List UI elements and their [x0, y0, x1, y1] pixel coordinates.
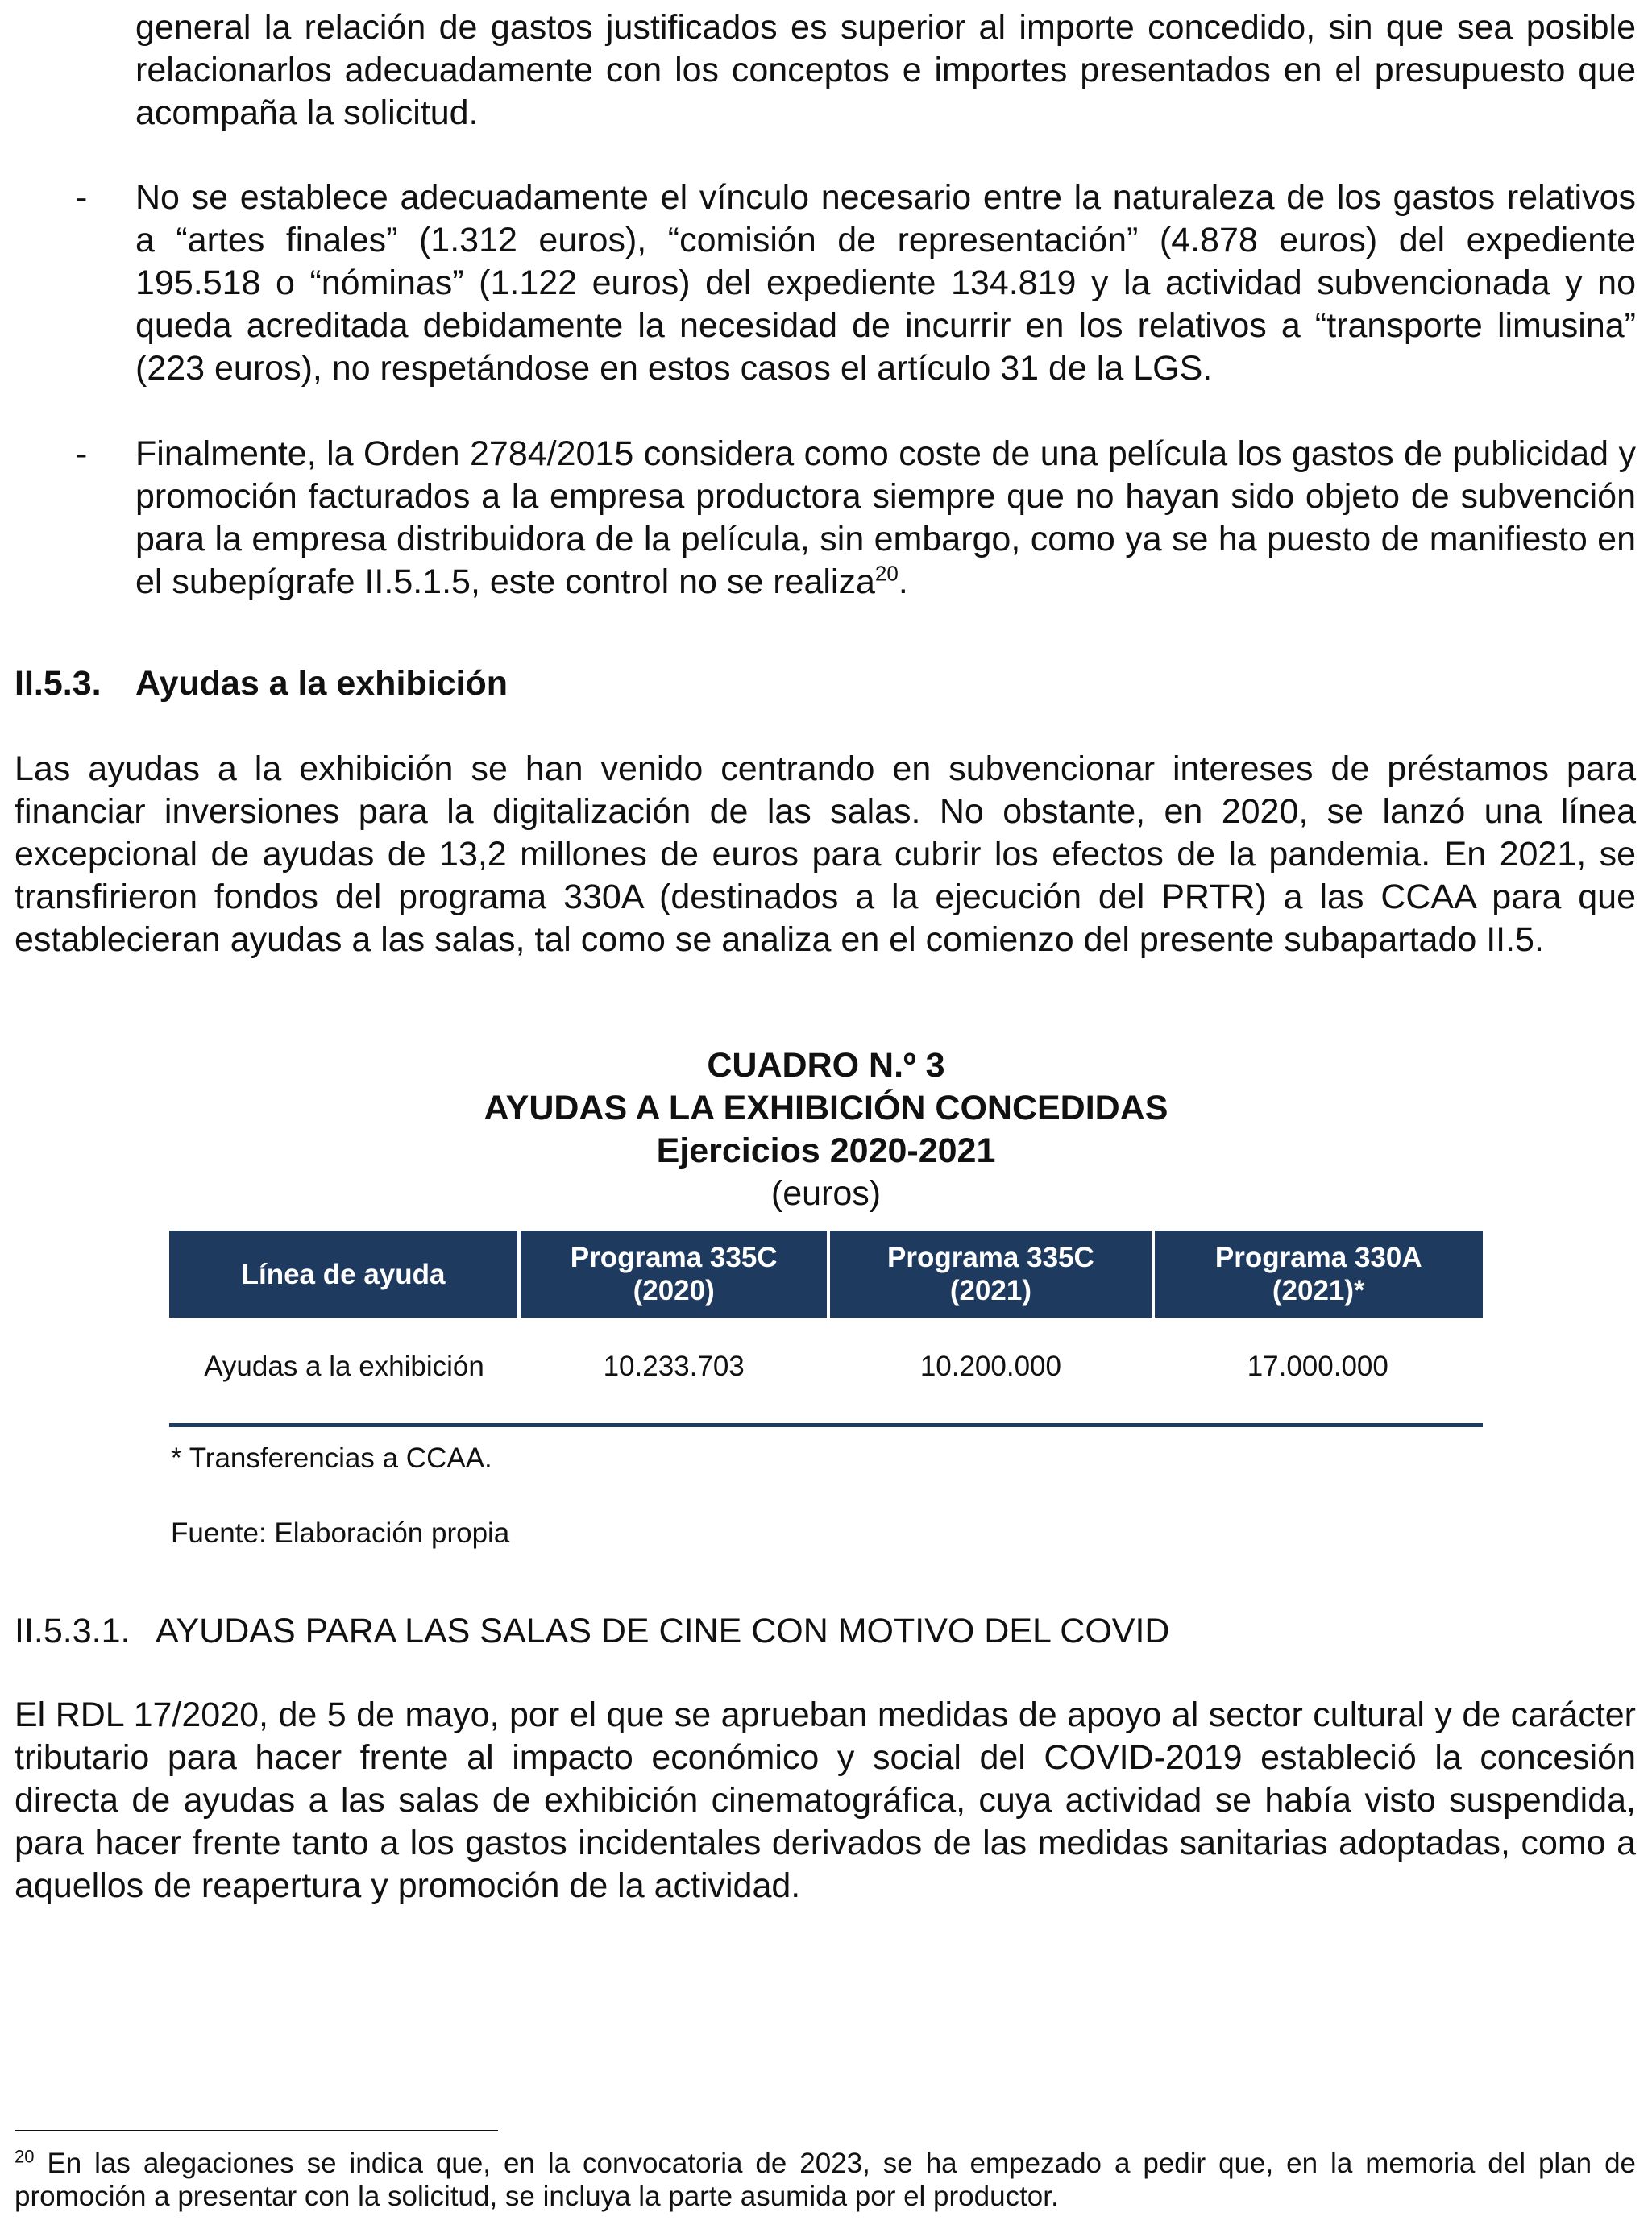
table-caption-years: Ejercicios 2020-2021: [656, 1131, 996, 1170]
ayudas-exhibicion-table: [169, 1231, 1483, 1427]
table-caption-unit: (euros): [770, 1174, 882, 1213]
footnote-separator: [15, 2130, 498, 2131]
bullet-text: Finalmente, la Orden 2784/2015 considera como coste de una película los gastos de publicidad y promoción facturados a la empresa productora siempre que no hayan sido objeto de subvención para la empresa distribuidora de la película, sin embargo, como ya se ha puesto de manifiesto en el subepígrafe II.5.1.5, este control no se realiza: [135, 434, 1636, 601]
section-heading: [15, 662, 508, 705]
header-label: Programa 335C: [887, 1242, 1094, 1273]
footnote-20: [15, 2147, 1636, 2213]
section-number: II.5.3.: [15, 664, 102, 703]
continuation-paragraph: general la relación de gastos justificados es superior al importe concedido, sin que sea posible relacionarlos adecuadamente con los conceptos e importes presentados en el presupuesto que acompaña la solicitud.: [135, 8, 1636, 132]
table-row: [169, 1318, 1483, 1426]
subsection-number: II.5.3.1.: [15, 1612, 131, 1650]
header-label: Programa 335C: [570, 1242, 778, 1273]
table-note: * Transferencias a CCAA.: [171, 1442, 492, 1474]
bullet-paragraph-orden: [135, 433, 1636, 604]
bullet-dash: -: [76, 178, 88, 217]
header-label: Programa 330A: [1214, 1242, 1422, 1273]
bullet-dash: -: [76, 434, 88, 473]
section-body-paragraph: Las ayudas a la exhibición se han venido centrando en subvencionar intereses de préstamos para financiar inversiones para la digitalización de las salas. No obstante, en 2020, se lanzó una línea excepcional de ayudas de 13,2 millones de euros para cubrir los efectos de la pandemia. En 2021, se transfirieron fondos del programa 330A (destinados a la ejecución del PRTR) a las CCAA para que establecieran ayudas a las salas, tal como se analiza en el comienzo del presente subapartado II.5.: [15, 749, 1636, 959]
header-programa-335c-2021: [828, 1231, 1152, 1318]
section-title: Ayudas a la exhibición: [135, 664, 508, 703]
cell-330a-2021: 17.000.000: [1153, 1318, 1483, 1426]
table-source: Fuente: Elaboración propia: [171, 1517, 510, 1549]
header-linea-de-ayuda: [169, 1231, 519, 1318]
table-caption-number: CUADRO N.º 3: [707, 1046, 945, 1085]
header-year: (2020): [633, 1275, 715, 1306]
cell-335c-2020: 10.233.703: [519, 1318, 828, 1426]
header-programa-335c-2020: [519, 1231, 828, 1318]
header-year: (2021): [949, 1275, 1031, 1306]
footnote-text: En las alegaciones se indica que, en la convocatoria de 2023, se ha empezado a pedir que, en la memoria del plan de promoción a presentar con la solicitud, se incluya la parte asumida por el productor.: [15, 2148, 1636, 2212]
cell-linea: Ayudas a la exhibición: [169, 1318, 519, 1426]
subsection-title: AYUDAS PARA LAS SALAS DE CINE CON MOTIVO DEL COVID: [156, 1612, 1170, 1650]
footnote-number: 20: [15, 2146, 35, 2167]
bullet-paragraph-artes-finales: No se establece adecuadamente el vínculo necesario entre la naturaleza de los gastos relativos a “artes finales” (1.312 euros), “comisión de representación” (4.878 euros) del expediente 195.518 o “nóminas” (1.122 euros) del expediente 134.819 y la actividad subvencionada y no queda acreditada debidamente la necesidad de incurrir en los relativos a “transporte limusina” (223 euros), no respetándose en estos casos el artículo 31 de la LGS.: [135, 178, 1636, 388]
table-header-row: [169, 1231, 1483, 1318]
cell-335c-2021: 10.200.000: [828, 1318, 1152, 1426]
header-label: Línea de ayuda: [241, 1258, 446, 1290]
subsection-heading: [15, 1610, 1169, 1653]
footnote-ref-20[interactable]: 20: [874, 561, 899, 586]
table-caption-title: AYUDAS A LA EXHIBICIÓN CONCEDIDAS: [484, 1089, 1168, 1127]
header-year: (2021)*: [1272, 1275, 1365, 1306]
header-programa-330a-2021: [1153, 1231, 1483, 1318]
subsection-body-paragraph: El RDL 17/2020, de 5 de mayo, por el que se aprueban medidas de apoyo al sector cultural y de carácter tributario para hacer frente al impacto económico y social del COVID-2019 estableció la concesión directa de ayudas a las salas de exhibición cinematográfica, cuya actividad se había visto suspendida, para hacer frente tanto a los gastos incidentales derivados de las medidas sanitarias adoptadas, como a aquellos de reapertura y promoción de la actividad.: [15, 1696, 1636, 1905]
bullet-tail: .: [898, 562, 908, 601]
